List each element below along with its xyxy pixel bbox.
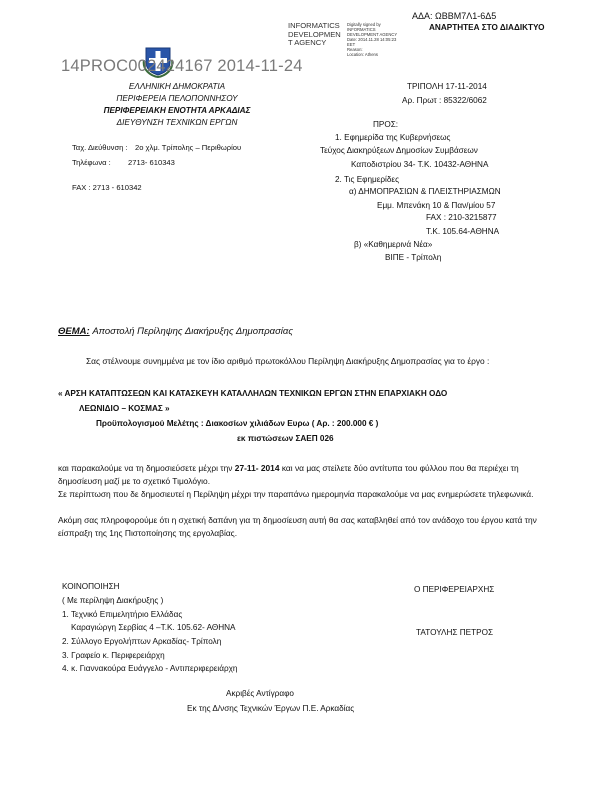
signature-org: INFORMATICS DEVELOPMEN T AGENCY <box>288 21 341 48</box>
posted-badge: ΑΝΑΡΤΗΤΕΑ ΣΤΟ ΔΙΑΔΙΚΤΥΟ <box>429 23 545 32</box>
sender-region: ΠΕΡΙΦΕΡΕΙΑ ΠΕΛΟΠΟΝΝΗΣΟΥ <box>116 94 238 103</box>
body-paragraph-1: και παρακαλούμε να τη δημοσιεύσετε μέχρι την 27-11- 2014 και να μας στείλετε δύο αντίτυπα του φύλλου που θα περιέχει τη δημοσίευση μαζί με το σχετικό Τιμολόγιο. <box>58 463 519 486</box>
recipient-line: β) «Καθημερινά Νέα» <box>354 240 433 249</box>
sender-phone-label: Τηλέφωνα : <box>72 158 111 167</box>
recipient-line: FAX : 210-3215877 <box>426 213 497 222</box>
body-paragraph-3: Ακόμη σας πληροφορούμε ότι η σχετική δαπάνη για τη δημοσίευση αυτή θα σας καταβληθεί από τον ανάδοχο του έργου κατά την είσπραξη της 1ης Πιστοποίησης της εργολαβίας. <box>58 515 537 538</box>
recipients-title: ΠΡΟΣ: <box>373 120 399 129</box>
recipient-line: Τ.Κ. 105.64-ΑΘΗΝΑ <box>426 227 500 236</box>
sender-country: ΕΛΛΗΝΙΚΗ ΔΗΜΟΚΡΑΤΙΑ <box>128 82 226 91</box>
subject <box>58 326 293 337</box>
ada-code: ΑΔΑ: ΩΒΒΜ7Λ1-6Δ5 <box>412 11 497 21</box>
footer-certified-copy: Ακριβές Αντίγραφο <box>226 689 294 698</box>
body-paragraph-2: Σε περίπτωση που δε δημοσιευτεί η Περίληψη μέχρι την παραπάνω ημερομηνία παρακαλούμε να μας ενημερώσετε τηλεφωνικά. <box>58 489 534 499</box>
sender-fax: FAX : 2713 - 610342 <box>72 183 142 192</box>
distribution-item: 4. κ. Γιαννακούρα Ευάγγελο - Αντιπεριφερειάρχη <box>62 664 238 673</box>
signatory-name: ΤΑΤΟΥΛΗΣ ΠΕΤΡΟΣ <box>416 628 494 637</box>
distribution-item: Καραγιώργη Σερβίας 4 –Τ.Κ. 105.62- ΑΘΗΝΑ <box>71 623 236 632</box>
signatory-role: Ο ΠΕΡΙΦΕΡΕΙΑΡΧΗΣ <box>414 585 495 594</box>
distribution-item: 2. Σύλλογο Εργολήπτων Αρκαδίας- Τρίπολη <box>62 637 222 646</box>
recipient-line: ΒΙΠΕ - Τρίπολη <box>385 253 442 262</box>
sender-unit: ΠΕΡΙΦΕΡΕΙΑΚΗ ΕΝΟΤΗΤΑ ΑΡΚΑΔΙΑΣ <box>103 106 251 115</box>
distribution-title: ΚΟΙΝΟΠΟΙΗΣΗ <box>62 582 120 591</box>
recipient-line: Καποδιστρίου 34- Τ.Κ. 10432-ΑΘΗΝΑ <box>351 160 489 169</box>
subject-label: ΘΕΜΑ: <box>58 326 90 337</box>
sender-department: ΔΙΕΥΘΥΝΣΗ ΤΕΧΝΙΚΩΝ ΕΡΓΩΝ <box>116 118 238 127</box>
deadline-date: 27-11- 2014 <box>234 463 280 473</box>
signature-details: Digitally signed by INFORMATICS DEVELOPMENT AGENCY Date: 2014.11.28 14:05:23 EET Reason: Location: Athens <box>347 22 398 57</box>
sender-address-label: Ταχ. Διεύθυνση : <box>72 143 128 152</box>
recipient-line: α) ΔΗΜΟΠΡΑΣΙΩΝ & ΠΛΕΙΣΤΗΡΙΑΣΜΩΝ <box>349 187 501 196</box>
footer-department: Εκ της Δ/νσης Τεχνικών Έργων Π.Ε. Αρκαδίας <box>187 704 355 713</box>
distribution-item: 3. Γραφείο κ. Περιφερειάρχη <box>62 651 165 660</box>
watermark-protocol: 14PROC002424167 2014-11-24 <box>61 57 303 75</box>
recipient-line: Τεύχος Διακηρύξεων Δημοσίων Συμβάσεων <box>320 146 478 155</box>
sender-phone-value: 2713- 610343 <box>128 158 175 167</box>
distribution-item: 1. Τεχνικό Επιμελητήριο Ελλάδας <box>62 610 183 619</box>
project-title-line2: ΛΕΩΝΙΔΙΟ – ΚΟΣΜΑΣ » <box>79 404 170 413</box>
subject-text: Αποστολή Περίληψης Διακήρυξης Δημοπρασίας <box>92 326 293 337</box>
distribution-subtitle: ( Με περίληψη Διακήρυξης ) <box>62 596 164 605</box>
recipient-line: 1. Εφημερίδα της Κυβερνήσεως <box>335 133 451 142</box>
intro-paragraph: Σας στέλνουμε συνημμένα με τον ίδιο αριθμό πρωτοκόλλου Περίληψη Διακήρυξης Δημοπρασίας για το έργο : <box>86 356 490 366</box>
place-date: ΤΡΙΠΟΛΗ 17-11-2014 <box>407 82 487 91</box>
project-title-line1: « ΑΡΣΗ ΚΑΤΑΠΤΩΣΕΩΝ ΚΑΙ ΚΑΤΑΣΚΕΥΗ ΚΑΤΑΛΛΗΛΩΝ ΤΕΧΝΙΚΩΝ ΕΡΓΩΝ ΣΤΗΝ ΕΠΑΡΧΙΑΚΗ ΟΔΟ <box>58 389 448 398</box>
project-funding: εκ πιστώσεων ΣΑΕΠ 026 <box>237 434 334 443</box>
project-budget: Προϋπολογισμού Μελέτης : Διακοσίων χιλιάδων Ευρω ( Αρ. : 200.000 € ) <box>96 419 379 428</box>
protocol-number: Αρ. Πρωτ : 85322/6062 <box>402 96 487 105</box>
recipient-line: 2. Τις Εφημερίδες <box>335 175 400 184</box>
recipient-line: Εμμ. Μπενάκη 10 & Παν/μίου 57 <box>377 201 496 210</box>
sender-address-value: 2ο χλμ. Τρίπολης – Περιθωρίου <box>135 143 242 152</box>
